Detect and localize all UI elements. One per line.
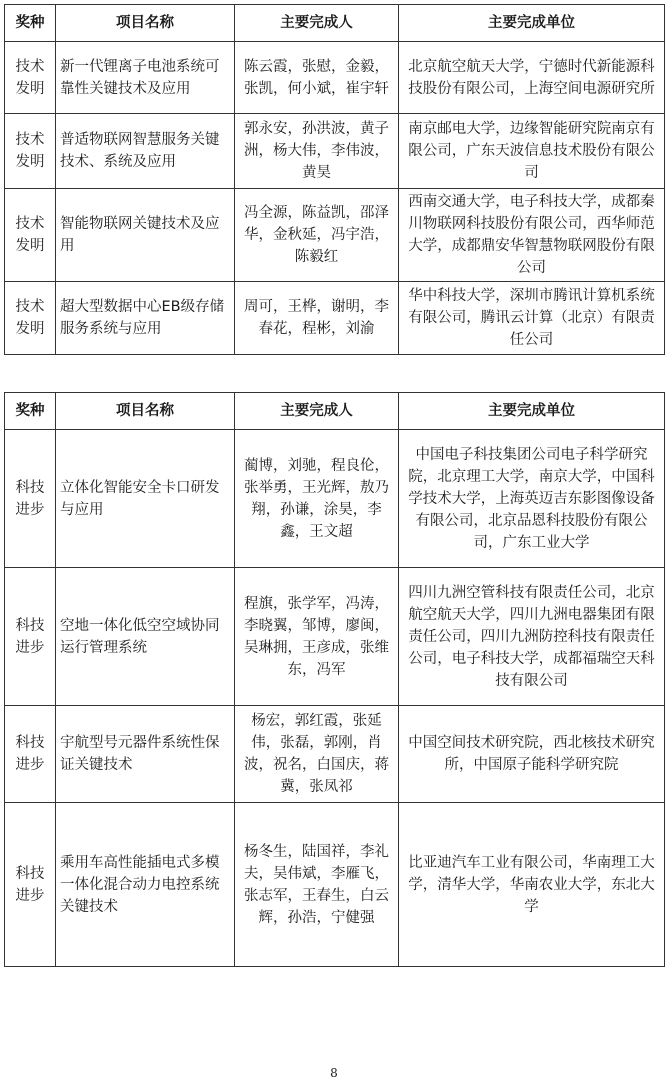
cell-contributors: 周可，王桦，谢明，李春花，程彬，刘渝 bbox=[235, 282, 399, 355]
header-main-contributors: 主要完成人 bbox=[235, 393, 399, 430]
cell-contributors: 郭永安，孙洪波，黄子洲，杨大伟，李伟波，黄昊 bbox=[235, 114, 399, 189]
cell-award-type: 科技进步 bbox=[5, 706, 56, 803]
cell-project-name: 超大型数据中心EB级存储服务系统与应用 bbox=[56, 282, 235, 355]
award-table-tech-progress bbox=[4, 392, 665, 967]
header-main-units: 主要完成单位 bbox=[399, 5, 665, 42]
cell-award-type: 技术发明 bbox=[5, 282, 56, 355]
cell-units: 西南交通大学，电子科技大学，成都秦川物联网科技股份有限公司，西华师范大学，成都鼎安华智慧物联网股份有限公司 bbox=[399, 189, 665, 282]
cell-units: 中国空间技术研究院，西北核技术研究所，中国原子能科学研究院 bbox=[399, 706, 665, 803]
cell-contributors: 冯全源，陈益凯，邵泽华，金秋延，冯宇浩，陈毅红 bbox=[235, 189, 399, 282]
cell-project-name: 新一代锂离子电池系统可靠性关键技术及应用 bbox=[56, 42, 235, 114]
table-row bbox=[5, 42, 665, 114]
cell-award-type: 科技进步 bbox=[5, 568, 56, 706]
cell-award-type: 科技进步 bbox=[5, 430, 56, 568]
cell-project-name: 立体化智能安全卡口研发与应用 bbox=[56, 430, 235, 568]
header-main-units: 主要完成单位 bbox=[399, 393, 665, 430]
table-row bbox=[5, 189, 665, 282]
cell-award-type: 技术发明 bbox=[5, 114, 56, 189]
cell-contributors: 陈云霞，张慰，金毅，张凯，何小斌，崔宇轩 bbox=[235, 42, 399, 114]
award-table-tech-invention bbox=[4, 4, 665, 355]
cell-award-type: 科技进步 bbox=[5, 803, 56, 967]
page-number: 8 bbox=[330, 1066, 338, 1080]
cell-contributors: 蔺博，刘驰，程良伦，张举勇，王光辉，敖乃翔，孙谦，涂昊，李鑫，王文超 bbox=[235, 430, 399, 568]
cell-units: 比亚迪汽车工业有限公司，华南理工大学，清华大学，华南农业大学，东北大学 bbox=[399, 803, 665, 967]
cell-units: 南京邮电大学，边缘智能研究院南京有限公司，广东天波信息技术股份有限公司 bbox=[399, 114, 665, 189]
header-award-type: 奖种 bbox=[5, 5, 56, 42]
header-award-type: 奖种 bbox=[5, 393, 56, 430]
cell-units: 北京航空航天大学，宁德时代新能源科技股份有限公司，上海空间电源研究所 bbox=[399, 42, 665, 114]
header-project-name: 项目名称 bbox=[56, 5, 235, 42]
table-row bbox=[5, 282, 665, 355]
cell-project-name: 普适物联网智慧服务关键技术、系统及应用 bbox=[56, 114, 235, 189]
cell-project-name: 空地一体化低空空域协同运行管理系统 bbox=[56, 568, 235, 706]
cell-contributors: 杨冬生，陆国祥，李礼夫，吴伟斌，李雁飞，张志军，王春生，白云辉，孙浩，宁健强 bbox=[235, 803, 399, 967]
table-header-row bbox=[5, 5, 665, 42]
cell-project-name: 宇航型号元器件系统性保证关键技术 bbox=[56, 706, 235, 803]
cell-units: 中国电子科技集团公司电子科学研究院，北京理工大学，南京大学，中国科学技术大学，上海英迈吉东影图像设备有限公司，北京品恩科技股份有限公司，广东工业大学 bbox=[399, 430, 665, 568]
table-row bbox=[5, 706, 665, 803]
cell-units: 华中科技大学，深圳市腾讯计算机系统有限公司，腾讯云计算（北京）有限责任公司 bbox=[399, 282, 665, 355]
header-project-name: 项目名称 bbox=[56, 393, 235, 430]
table-row bbox=[5, 568, 665, 706]
cell-contributors: 程旗，张学军，冯涛，李晓翼，邹博，廖闽，吴琳拥，王彦成，张维东，冯军 bbox=[235, 568, 399, 706]
cell-project-name: 智能物联网关键技术及应用 bbox=[56, 189, 235, 282]
cell-units: 四川九洲空管科技有限责任公司，北京航空航天大学，四川九洲电器集团有限责任公司，四川九洲防控科技有限责任公司，电子科技大学，成都福瑞空天科技有限公司 bbox=[399, 568, 665, 706]
table-header-row bbox=[5, 393, 665, 430]
cell-award-type: 技术发明 bbox=[5, 42, 56, 114]
cell-contributors: 杨宏，郭红霞，张延伟，张磊，郭刚，肖波，祝名，白国庆，蒋冀，张凤祁 bbox=[235, 706, 399, 803]
table-row bbox=[5, 430, 665, 568]
cell-award-type: 技术发明 bbox=[5, 189, 56, 282]
header-main-contributors: 主要完成人 bbox=[235, 5, 399, 42]
table-row bbox=[5, 803, 665, 967]
cell-project-name: 乘用车高性能插电式多模一体化混合动力电控系统关键技术 bbox=[56, 803, 235, 967]
table-row bbox=[5, 114, 665, 189]
